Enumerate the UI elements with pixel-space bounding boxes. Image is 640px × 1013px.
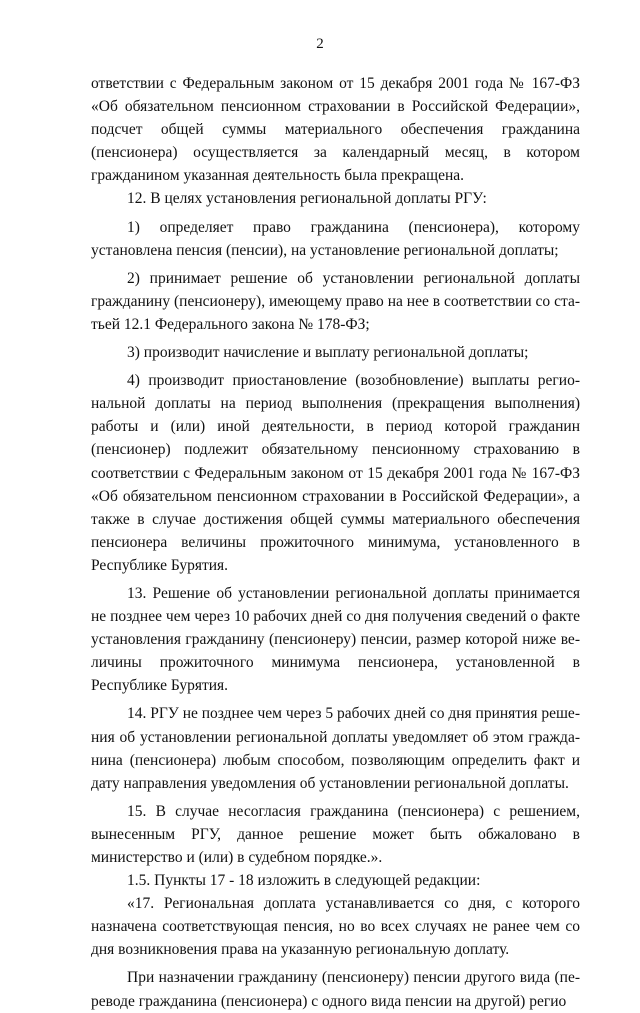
paragraph-item-12: 12. В целях установления региональной доплаты РГУ: [127,190,487,208]
page-number: 2 [316,36,324,52]
paragraph-item-17: «17. Региональная доплата устанавливается со дня, с которого назначена соответствующая пенсия, но во всех случаях не ранее чем со дня возникновения права на указанную региональную доплату. [91,895,580,959]
document-body [91,72,580,1013]
paragraph-continuation: ответствии с Федеральным законом от 15 декабря 2001 года № 167-ФЗ «Об обязательном пенсионном страховании в Российской Федерации», подсчет общей суммы материального обеспечения гражданина (пенсионера) осуществляется за календарный месяц, в котором гражданином указанная деятельность была прекращена. [91,75,580,185]
paragraph-item-17-continued: При назначении гражданину (пенсионеру) пенсии другого вида (переводе гражданина (пенсионера) с одного вида пенсии на другой) регио [91,969,580,1010]
paragraph-item-13: 13. Решение об установлении региональной доплаты принимается не позднее чем через 10 рабочих дней со дня получения сведений о факте установления гражданину (пенсионеру) пенсии, размер которой ниже величины прожиточного минимума пенсионера, установленной в Республике Бурятия. [91,584,580,695]
paragraph-subitem-1: 1) определяет право гражданина (пенсионера), которому установлена пенсия (пенсии), на установление региональной доплаты; [91,218,580,259]
paragraph-item-15: 15. В случае несогласия гражданина (пенсионера) с решением, вынесенным РГУ, данное решение может быть обжаловано в министерство и (или) в судебном порядке.». [91,802,580,866]
paragraph-subitem-2: 2) принимает решение об установлении региональной доплаты гражданину (пенсионеру), имеющему право на нее в соответствии со статьей 12.1 Федерального закона № 178-ФЗ; [91,269,580,333]
paragraph-item-14: 14. РГУ не позднее чем через 5 рабочих дней со дня принятия решения об установлении региональной доплаты уведомляет об этом гражданина (пенсионера) любым способом, позволяющим определить факт и дату направления уведомления об установлении региональной доплаты. [91,705,580,792]
paragraph-subitem-3: 3) производит начисление и выплату региональной доплаты; [127,344,529,362]
paragraph-item-1-5: 1.5. Пункты 17 - 18 изложить в следующей редакции: [127,872,481,890]
paragraph-subitem-4: 4) производит приостановление (возобновление) выплаты региональной доплаты на период выполнения (прекращения выполнения) работы и (или) иной деятельности, в период которой гражданин (пенсионер) подлежит обязательному пенсионному страхованию в соответствии с Федеральным законом от 15 декабря 2001 года № 167-ФЗ «Об обязательном пенсионном страховании в Российской Федерации», а также в случае достижения общей суммы материального обеспечения пенсионера величины прожиточного минимума, установленного в Республике Бурятия. [91,372,580,574]
